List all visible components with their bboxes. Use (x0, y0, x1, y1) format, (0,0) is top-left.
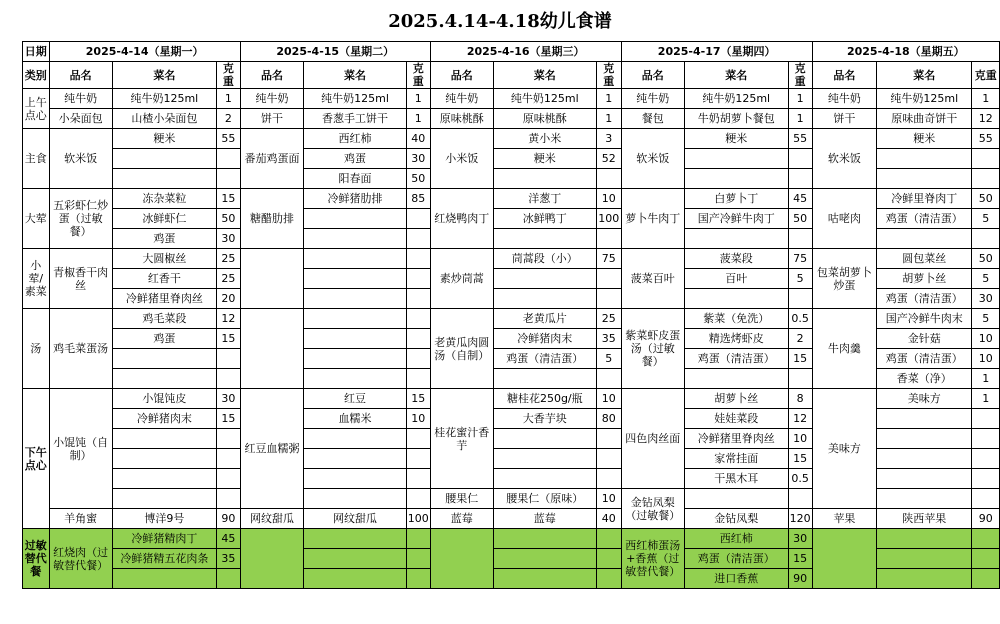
category-cell: 汤 (23, 309, 50, 389)
col-header: 克重 (788, 62, 812, 89)
col-header: 品名 (430, 62, 493, 89)
weight: 15 (788, 449, 812, 469)
col-header: 克重 (596, 62, 621, 89)
day-header: 2025-4-17（星期四） (621, 42, 812, 62)
weight: 50 (217, 209, 241, 229)
weight: 1 (596, 89, 621, 109)
ingredient: 鸡蛋（清洁蛋） (877, 289, 972, 309)
weight: 80 (596, 409, 621, 429)
category-cell: 大荤 (23, 189, 50, 249)
ingredient: 家常挂面 (684, 449, 788, 469)
category-cell: 上午点心 (23, 89, 50, 129)
dish-name: 纯牛奶 (812, 89, 877, 109)
ingredient: 菠菜段 (684, 249, 788, 269)
table-row (23, 389, 1000, 409)
ingredient: 冷鲜猪里脊肉丝 (112, 289, 216, 309)
ingredient: 冰鲜虾仁 (112, 209, 216, 229)
ingredient: 圆包菜丝 (877, 249, 972, 269)
ingredient: 粳米 (493, 149, 596, 169)
dish-name: 原味桃酥 (430, 109, 493, 129)
ingredient: 粳米 (112, 129, 216, 149)
col-header: 菜名 (684, 62, 788, 89)
weight: 40 (406, 129, 430, 149)
col-header: 克重 (406, 62, 430, 89)
ingredient: 鸡蛋（清洁蛋） (877, 349, 972, 369)
ingredient: 牛奶胡萝卜餐包 (684, 109, 788, 129)
weight: 12 (217, 309, 241, 329)
ingredient: 国产冷鲜牛肉末 (877, 309, 972, 329)
weight: 1 (217, 89, 241, 109)
weight: 75 (788, 249, 812, 269)
weight: 5 (972, 209, 1000, 229)
dish-name: 羊角蜜 (49, 509, 112, 529)
ingredient: 阳春面 (304, 169, 406, 189)
weight: 50 (972, 189, 1000, 209)
dish-name: 饼干 (240, 109, 304, 129)
ingredient: 腰果仁（原味） (493, 489, 596, 509)
ingredient: 鸡蛋（清洁蛋） (877, 209, 972, 229)
weight: 75 (596, 249, 621, 269)
col-header: 菜名 (112, 62, 216, 89)
ingredient: 精选烤虾皮 (684, 329, 788, 349)
dish-name: 鸡毛菜蛋汤 (49, 309, 112, 389)
dish-name: 五彩虾仁炒蛋（过敏餐） (49, 189, 112, 249)
weight: 25 (217, 269, 241, 289)
ingredient: 小馄饨皮 (112, 389, 216, 409)
weight: 1 (972, 89, 1000, 109)
weight: 30 (788, 529, 812, 549)
menu-table (22, 41, 1000, 589)
fruit-row (23, 509, 1000, 529)
weight: 1 (788, 89, 812, 109)
ingredient: 胡萝卜丝 (877, 269, 972, 289)
weight: 10 (596, 389, 621, 409)
ingredient: 粳米 (684, 129, 788, 149)
ingredient: 冷鲜猪肋排 (304, 189, 406, 209)
dish-name: 苹果 (812, 509, 877, 529)
table-row (23, 129, 1000, 149)
ingredient: 鸡蛋（清洁蛋） (493, 349, 596, 369)
weight: 15 (217, 329, 241, 349)
dish-name: 纯牛奶 (430, 89, 493, 109)
dish-name: 番茄鸡蛋面 (240, 129, 304, 189)
dish-name: 软米饭 (49, 129, 112, 189)
dish-name (240, 309, 304, 389)
dish-name: 美味方 (812, 389, 877, 509)
ingredient: 冷鲜猪里脊肉丝 (684, 429, 788, 449)
dish-name: 网纹甜瓜 (240, 509, 304, 529)
date-label: 日期 (23, 42, 50, 62)
dish-name (240, 249, 304, 309)
dish-name: 腰果仁 (430, 489, 493, 509)
table-row (23, 249, 1000, 269)
col-header: 菜名 (877, 62, 972, 89)
col-header: 品名 (49, 62, 112, 89)
weight: 20 (217, 289, 241, 309)
day-header: 2025-4-16（星期三） (430, 42, 621, 62)
weight: 15 (217, 189, 241, 209)
ingredient: 鸡毛菜段 (112, 309, 216, 329)
dish-name: 青椒香干肉丝 (49, 249, 112, 309)
dish-name: 纯牛奶 (621, 89, 684, 109)
weight: 30 (406, 149, 430, 169)
weight: 1 (406, 109, 430, 129)
weight: 5 (788, 269, 812, 289)
dish-name: 四色肉丝面 (621, 389, 684, 489)
dish-name: 菠菜百叶 (621, 249, 684, 309)
weight: 8 (788, 389, 812, 409)
category-cell: 过敏替代餐 (23, 529, 50, 589)
weight: 40 (596, 509, 621, 529)
dish-name: 软米饭 (621, 129, 684, 189)
day-header: 2025-4-18（星期五） (812, 42, 999, 62)
ingredient: 原味桃酥 (493, 109, 596, 129)
weight: 0.5 (788, 309, 812, 329)
ingredient: 红豆 (304, 389, 406, 409)
ingredient: 鸡蛋（清洁蛋） (684, 349, 788, 369)
weight: 100 (596, 209, 621, 229)
ingredient: 大香芋块 (493, 409, 596, 429)
dish-name: 小米饭 (430, 129, 493, 189)
col-header: 克重 (972, 62, 1000, 89)
weight: 15 (788, 549, 812, 569)
weight: 5 (972, 269, 1000, 289)
weight: 10 (788, 429, 812, 449)
ingredient: 冷鲜猪精五花肉条 (112, 549, 216, 569)
weight: 10 (406, 409, 430, 429)
weight: 100 (406, 509, 430, 529)
ingredient: 美味方 (877, 389, 972, 409)
weight: 30 (217, 229, 241, 249)
weight: 10 (596, 189, 621, 209)
ingredient: 纯牛奶125ml (493, 89, 596, 109)
ingredient: 娃娃菜段 (684, 409, 788, 429)
ingredient: 冷鲜猪肉末 (493, 329, 596, 349)
ingredient: 鸡蛋 (112, 329, 216, 349)
dish-name: 小朵面包 (49, 109, 112, 129)
ingredient: 胡萝卜丝 (684, 389, 788, 409)
ingredient: 糖桂花250g/瓶 (493, 389, 596, 409)
dish-name: 软米饭 (812, 129, 877, 189)
dish-name: 糖醋肋排 (240, 189, 304, 249)
dish-name: 老黄瓜肉圆汤（自制） (430, 309, 493, 389)
col-header: 品名 (812, 62, 877, 89)
weight: 50 (972, 249, 1000, 269)
table-row (23, 189, 1000, 209)
weight: 52 (596, 149, 621, 169)
ingredient: 纯牛奶125ml (304, 89, 406, 109)
ingredient: 冻杂菜粒 (112, 189, 216, 209)
weight: 25 (217, 249, 241, 269)
ingredient: 纯牛奶125ml (112, 89, 216, 109)
weight: 12 (972, 109, 1000, 129)
ingredient: 香葱手工饼干 (304, 109, 406, 129)
dish-name: 牛肉羹 (812, 309, 877, 389)
ingredient: 金针菇 (877, 329, 972, 349)
weight: 25 (596, 309, 621, 329)
table-row (23, 109, 1000, 129)
dish-name: 包菜胡萝卜炒蛋 (812, 249, 877, 309)
ingredient: 纯牛奶125ml (877, 89, 972, 109)
ingredient: 西红柿 (684, 529, 788, 549)
weight: 50 (406, 169, 430, 189)
ingredient: 紫菜（免洗） (684, 309, 788, 329)
table-row (23, 89, 1000, 109)
weight: 2 (788, 329, 812, 349)
weight: 0.5 (788, 469, 812, 489)
dish-name: 素炒茼蒿 (430, 249, 493, 309)
ingredient: 香菜（净） (877, 369, 972, 389)
ingredient: 蓝莓 (493, 509, 596, 529)
col-header: 克重 (217, 62, 241, 89)
category-cell: 主食 (23, 129, 50, 189)
day-header: 2025-4-15（星期二） (240, 42, 430, 62)
col-header: 菜名 (304, 62, 406, 89)
date-row (23, 42, 1000, 62)
ingredient: 粳米 (877, 129, 972, 149)
col-header: 品名 (621, 62, 684, 89)
weight: 1 (972, 369, 1000, 389)
ingredient: 金钻凤梨 (684, 509, 788, 529)
ingredient: 鸡蛋 (304, 149, 406, 169)
weight: 30 (217, 389, 241, 409)
ingredient: 冷鲜里脊肉丁 (877, 189, 972, 209)
weight: 45 (217, 529, 241, 549)
weight: 1 (788, 109, 812, 129)
weight: 30 (972, 289, 1000, 309)
ingredient: 冰鲜鸭丁 (493, 209, 596, 229)
ingredient: 茼蒿段（小） (493, 249, 596, 269)
page-title: 2025.4.14-4.18幼儿食谱 (388, 11, 612, 32)
category-cell: 下午点心 (23, 389, 50, 529)
category-label: 类别 (23, 62, 50, 89)
ingredient: 血糯米 (304, 409, 406, 429)
ingredient: 百叶 (684, 269, 788, 289)
dish-name: 蓝莓 (430, 509, 493, 529)
weight: 90 (788, 569, 812, 589)
ingredient: 山楂小朵面包 (112, 109, 216, 129)
weight: 45 (788, 189, 812, 209)
dish-name: 桂花蜜汁香芋 (430, 389, 493, 489)
table-row (23, 309, 1000, 329)
dish-name: 萝卜牛肉丁 (621, 189, 684, 249)
weight: 55 (217, 129, 241, 149)
ingredient: 白萝卜丁 (684, 189, 788, 209)
dish-name: 饼干 (812, 109, 877, 129)
weight: 55 (788, 129, 812, 149)
weight: 12 (788, 409, 812, 429)
weight: 5 (596, 349, 621, 369)
dish-name: 红烧鸭肉丁 (430, 189, 493, 249)
ingredient: 干黑木耳 (684, 469, 788, 489)
dish-name: 西红柿蛋汤+香蕉（过敏替代餐） (621, 529, 684, 589)
weight: 35 (217, 549, 241, 569)
dish-name: 小馄饨（自制） (49, 389, 112, 509)
ingredient: 洋葱丁 (493, 189, 596, 209)
ingredient: 国产冷鲜牛肉丁 (684, 209, 788, 229)
ingredient: 鸡蛋 (112, 229, 216, 249)
dish-name: 纯牛奶 (49, 89, 112, 109)
ingredient: 西红柿 (304, 129, 406, 149)
dish-name: 红烧肉（过敏替代餐） (49, 529, 112, 589)
weight: 90 (217, 509, 241, 529)
ingredient: 黄小米 (493, 129, 596, 149)
dish-name: 金钻凤梨（过敏餐） (621, 489, 684, 529)
column-header-row (23, 62, 1000, 89)
ingredient: 原味曲奇饼干 (877, 109, 972, 129)
day-header: 2025-4-14（星期一） (49, 42, 240, 62)
ingredient: 冷鲜猪精肉丁 (112, 529, 216, 549)
weight: 15 (788, 349, 812, 369)
weight: 1 (596, 109, 621, 129)
allergy-row (23, 529, 1000, 549)
weight: 3 (596, 129, 621, 149)
weight: 1 (972, 389, 1000, 409)
ingredient: 陕西苹果 (877, 509, 972, 529)
ingredient: 网纹甜瓜 (304, 509, 406, 529)
weight: 1 (406, 89, 430, 109)
weight: 90 (972, 509, 1000, 529)
col-header: 品名 (240, 62, 304, 89)
dish-name: 纯牛奶 (240, 89, 304, 109)
ingredient: 进口香蕉 (684, 569, 788, 589)
dish-name: 餐包 (621, 109, 684, 129)
dish-name: 咕咾肉 (812, 189, 877, 249)
ingredient: 鸡蛋（清洁蛋） (684, 549, 788, 569)
weight: 50 (788, 209, 812, 229)
weight: 55 (972, 129, 1000, 149)
dish-name: 红豆血糯粥 (240, 389, 304, 509)
weight: 5 (972, 309, 1000, 329)
weight: 2 (217, 109, 241, 129)
dish-name: 紫菜虾皮蛋汤（过敏餐） (621, 309, 684, 389)
ingredient: 纯牛奶125ml (684, 89, 788, 109)
category-cell: 小荤/素菜 (23, 249, 50, 309)
weight: 10 (972, 349, 1000, 369)
ingredient: 大圆椒丝 (112, 249, 216, 269)
ingredient: 博洋9号 (112, 509, 216, 529)
weight: 120 (788, 509, 812, 529)
weight: 15 (217, 409, 241, 429)
weight: 15 (406, 389, 430, 409)
ingredient: 红香干 (112, 269, 216, 289)
weight: 10 (972, 329, 1000, 349)
ingredient: 冷鲜猪肉末 (112, 409, 216, 429)
weight: 35 (596, 329, 621, 349)
weight: 85 (406, 189, 430, 209)
weight: 10 (596, 489, 621, 509)
ingredient: 老黄瓜片 (493, 309, 596, 329)
col-header: 菜名 (493, 62, 596, 89)
